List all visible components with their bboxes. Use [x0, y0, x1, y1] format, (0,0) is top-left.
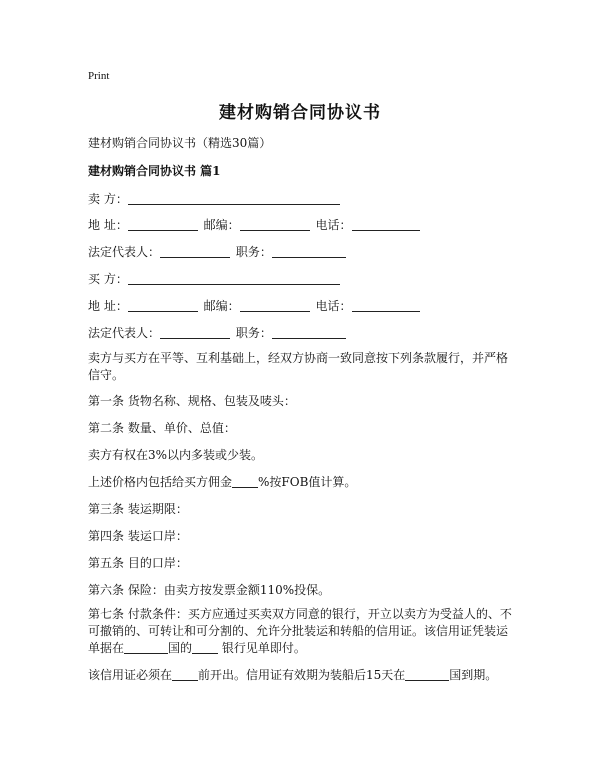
buyer-row — [88, 270, 340, 287]
buyer-phone-field[interactable] — [352, 299, 420, 312]
lc-date-field[interactable] — [172, 668, 198, 681]
buyer-position-field[interactable] — [272, 326, 346, 339]
buyer-label: 买 方： — [88, 272, 128, 286]
lc-country-field[interactable] — [405, 668, 449, 681]
commission-post-text: %按FOB值计算。 — [258, 475, 357, 489]
clause-6: 第六条 保险：由卖方按发票金额110%投保。 — [88, 583, 331, 597]
seller-postcode-field[interactable] — [240, 218, 310, 231]
seller-postcode-label: 邮编： — [203, 218, 240, 232]
document-subtitle: 建材购销合同协议书（精选30篇） — [88, 136, 272, 150]
clause-2-note: 卖方有权在3%以内多装或少装。 — [88, 448, 264, 462]
clause-7 — [88, 606, 518, 657]
buyer-name-field[interactable] — [128, 272, 340, 285]
section-heading: 建材购销合同协议书 篇1 — [88, 164, 221, 178]
lc-mid-text: 前开出。信用证有效期为装船后15天在 — [198, 668, 406, 682]
commission-field[interactable] — [232, 475, 258, 488]
seller-legal-rep-label: 法定代表人： — [88, 245, 161, 259]
document-title: 建材购销合同协议书 — [219, 103, 381, 123]
buyer-address-label: 地 址： — [88, 299, 128, 313]
seller-phone-field[interactable] — [352, 218, 420, 231]
seller-row — [88, 190, 340, 207]
seller-legal-rep-field[interactable] — [160, 245, 230, 258]
seller-phone-label: 电话： — [315, 218, 352, 232]
seller-name-field[interactable] — [128, 192, 340, 205]
seller-position-field[interactable] — [272, 245, 346, 258]
seller-address-field[interactable] — [128, 218, 198, 231]
buyer-legal-rep-row — [88, 324, 346, 341]
lc-post-text: 国到期。 — [449, 668, 498, 682]
clause-7-country-field[interactable] — [124, 641, 168, 654]
clause-7-end-text: 银行见单即付。 — [221, 641, 306, 655]
clause-5: 第五条 目的口岸： — [88, 556, 188, 570]
clause-7-main: 第七条 付款条件：买方应通过买卖双方同意的银行，开立以卖方为受益人的、不可撤销的、可转让和可分割的、允许分批装运和转船的信用证。该信用证凭装运单据在 — [88, 607, 512, 655]
buyer-postcode-label: 邮编： — [203, 299, 240, 313]
clause-4: 第四条 装运口岸： — [88, 529, 188, 543]
lc-pre-text: 该信用证必须在 — [88, 668, 173, 682]
seller-address-row — [88, 216, 420, 233]
commission-pre-text: 上述价格内包括给买方佣金 — [88, 475, 233, 489]
seller-address-label: 地 址： — [88, 218, 128, 232]
seller-label: 卖 方： — [88, 192, 128, 206]
clause-2: 第二条 数量、单价、总值： — [88, 421, 236, 435]
clause-7-country-text: 国的 — [168, 641, 193, 655]
buyer-legal-rep-field[interactable] — [160, 326, 230, 339]
clause-3: 第三条 装运期限： — [88, 502, 188, 516]
intro-paragraph: 卖方与买方在平等、互利基础上，经双方协商一致同意按下列条款履行，并严格信守。 — [88, 351, 509, 382]
buyer-legal-rep-label: 法定代表人： — [88, 326, 161, 340]
buyer-address-field[interactable] — [128, 299, 198, 312]
buyer-address-row — [88, 297, 420, 314]
seller-position-label: 职务： — [235, 245, 272, 259]
clause-7-bank-field[interactable] — [192, 641, 218, 654]
clause-1: 第一条 货物名称、规格、包装及唛头： — [88, 394, 296, 408]
buyer-postcode-field[interactable] — [240, 299, 310, 312]
lc-line — [88, 666, 497, 683]
print-link[interactable]: Print — [88, 70, 110, 82]
seller-legal-rep-row — [88, 243, 346, 260]
commission-line — [88, 473, 356, 490]
buyer-position-label: 职务： — [235, 326, 272, 340]
buyer-phone-label: 电话： — [315, 299, 352, 313]
